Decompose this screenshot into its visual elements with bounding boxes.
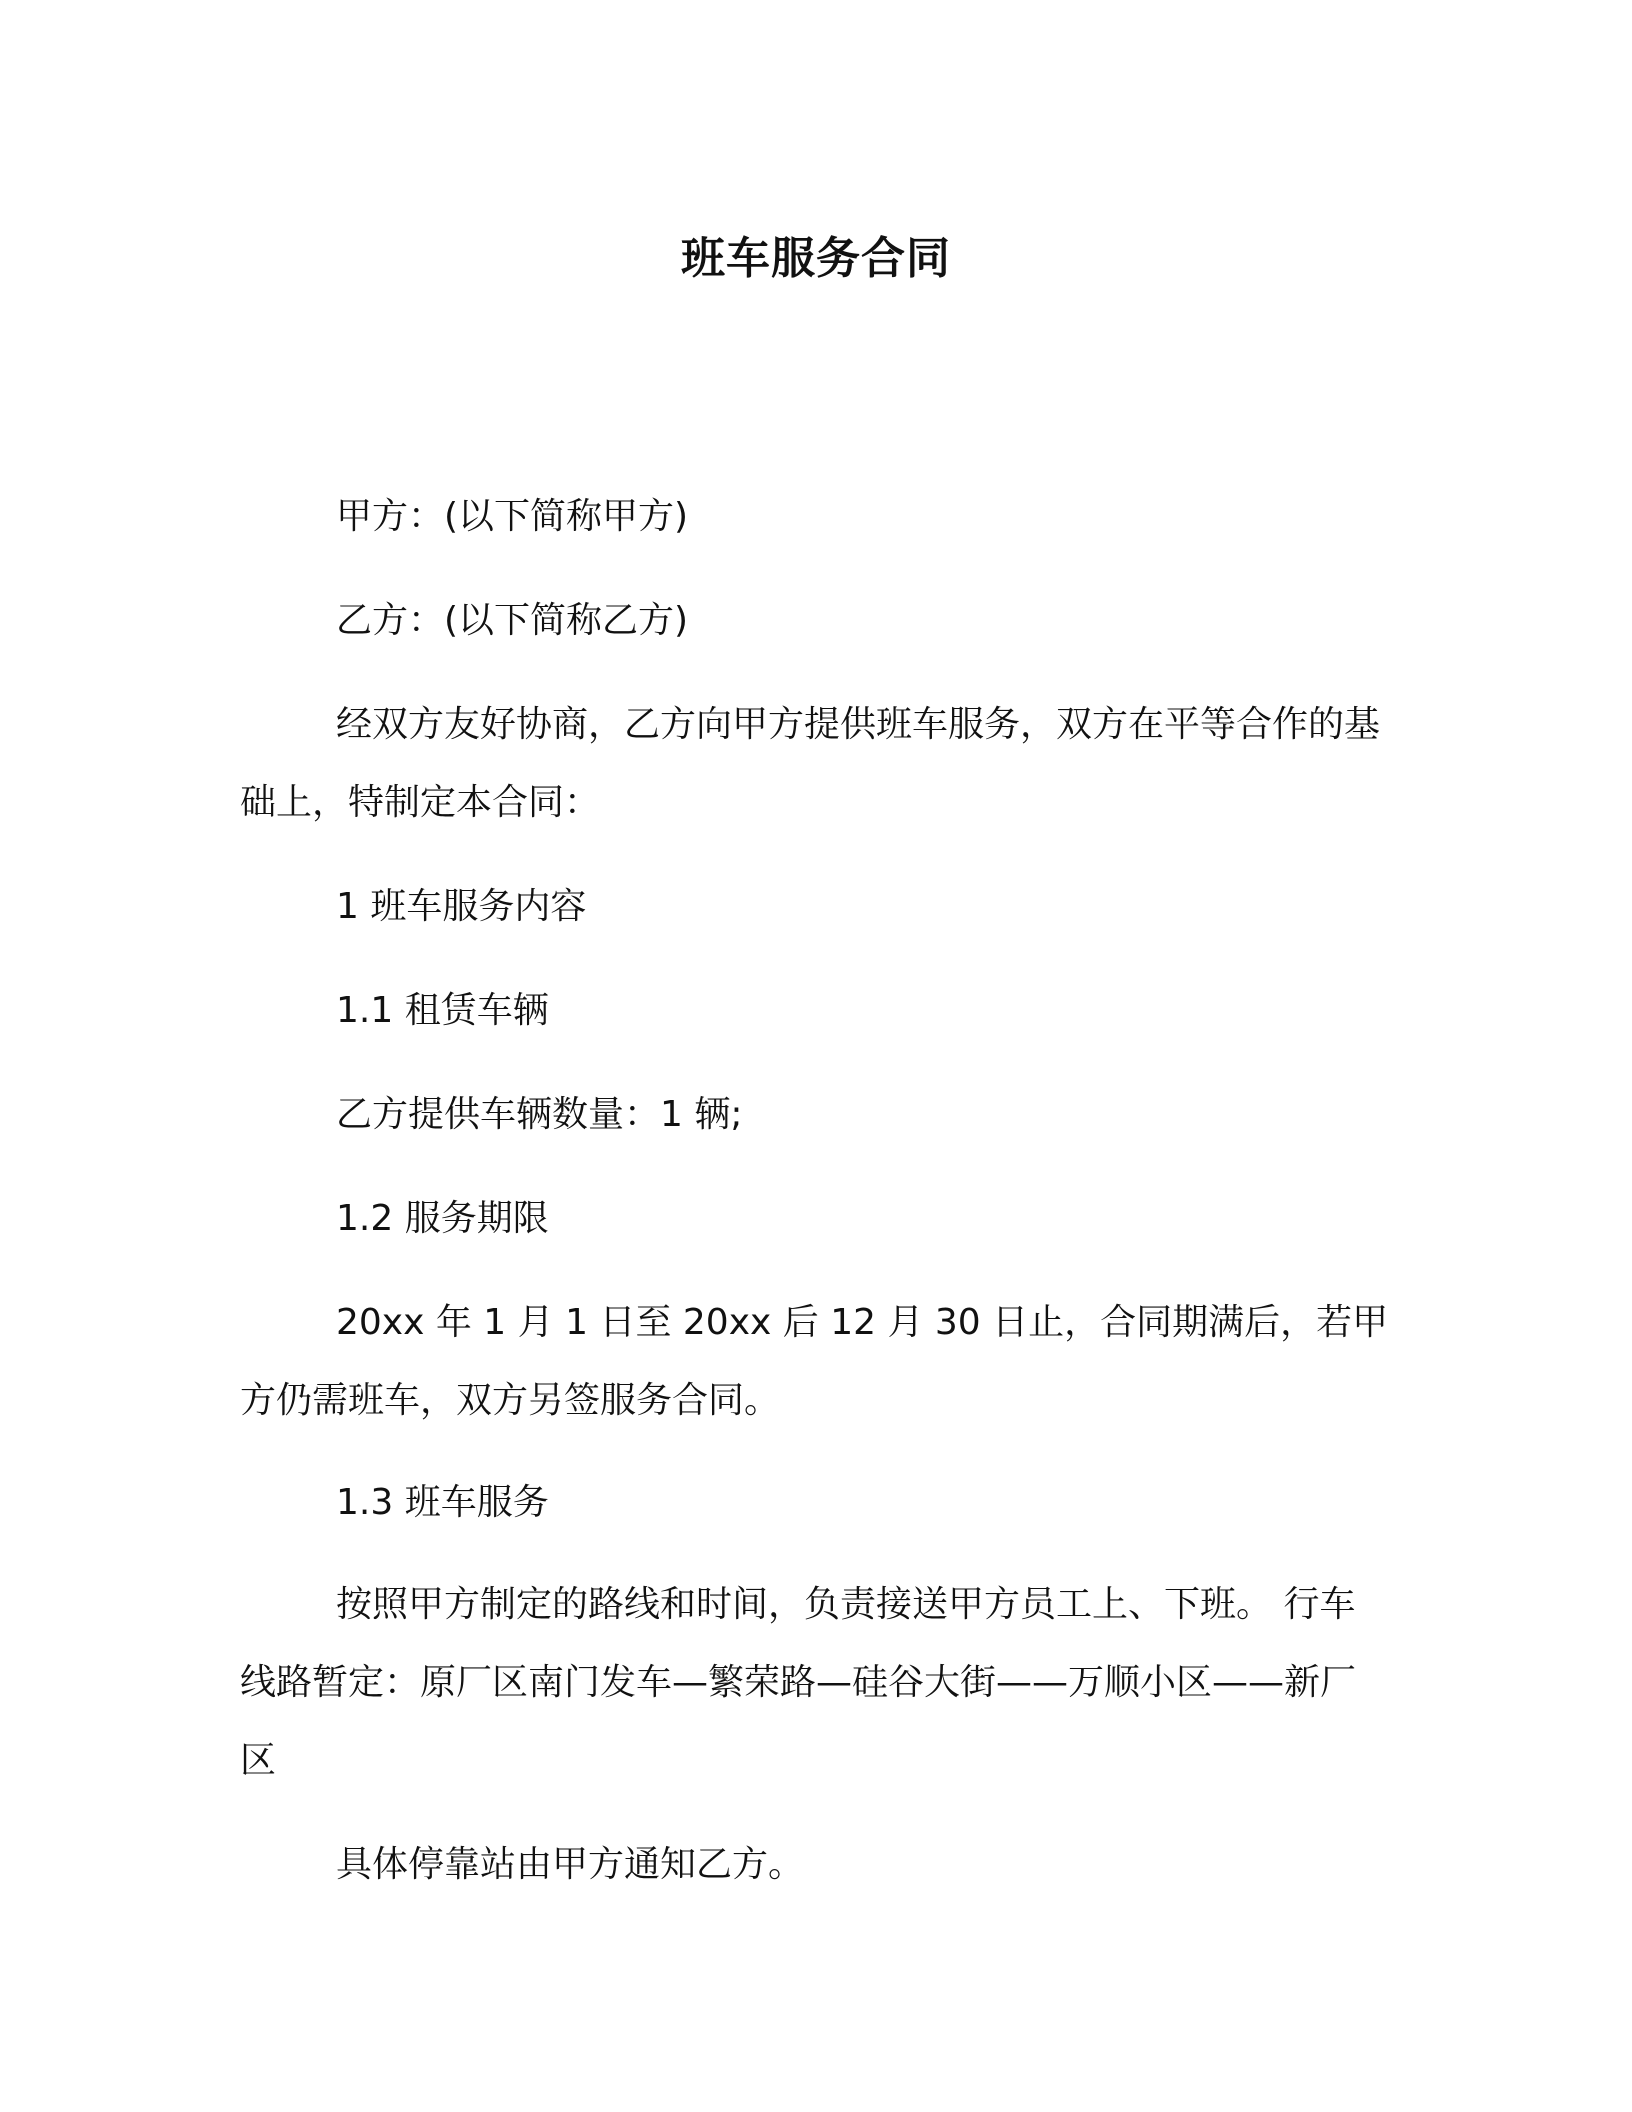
stops-paragraph: 具体停靠站由甲方通知乙方。 [336, 1844, 805, 1885]
section-1-2-heading: 1.2 服务期限 [336, 1198, 549, 1239]
party-a-line: 甲方：(以下简称甲方) [336, 496, 689, 537]
route-paragraph: 按照甲方制定的路线和时间，负责接送甲方员工上、下班。 行车线路暂定：原厂区南门发车—繁荣路—硅谷大街——万顺小区——新厂区 [240, 1584, 1357, 1781]
intro-paragraph: 经双方友好协商，乙方向甲方提供班车服务，双方在平等合作的基础上，特制定本合同： [240, 704, 1381, 823]
section-1-3-heading: 1.3 班车服务 [336, 1482, 549, 1523]
section-1-1-heading: 1.1 租赁车辆 [336, 990, 549, 1031]
term-paragraph: 20xx 年 1 月 1 日至 20xx 后 12 月 30 日止，合同期满后，若甲方仍需班车，双方另签服务合同。 [240, 1302, 1389, 1421]
section-1-heading: 1 班车服务内容 [336, 886, 587, 927]
party-b-line: 乙方：(以下简称乙方) [336, 600, 689, 641]
document-title: 班车服务合同 [681, 233, 951, 284]
vehicle-count-line: 乙方提供车辆数量：1 辆; [336, 1094, 743, 1135]
